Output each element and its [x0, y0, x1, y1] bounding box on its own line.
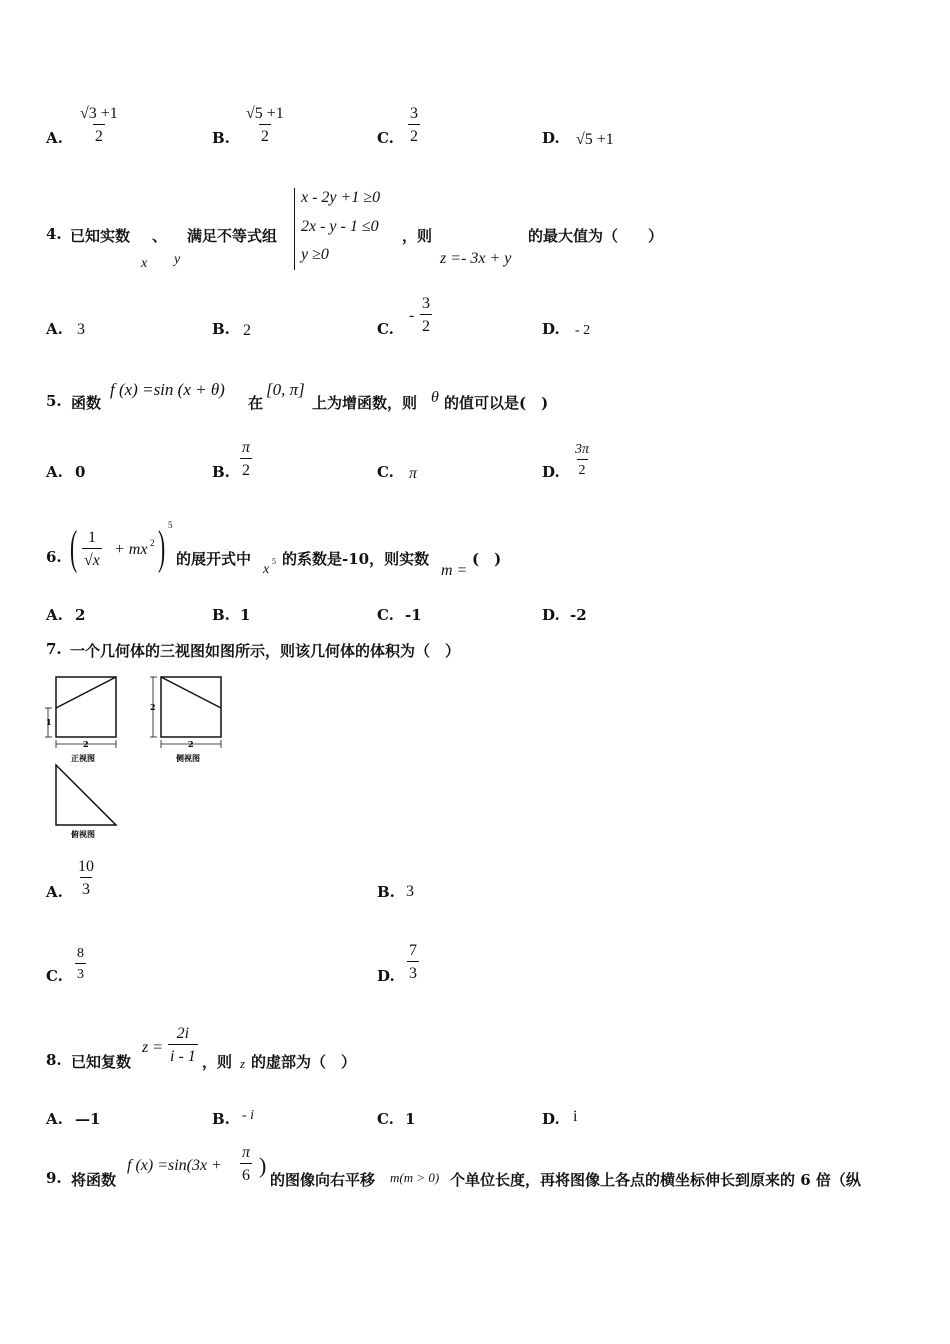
q9-text-pre: 将函数	[71, 1171, 117, 1189]
q7-number: 7.	[46, 640, 62, 658]
side-view-width-label: 2	[188, 739, 194, 749]
q5-option-c-label: C.	[377, 463, 394, 481]
front-view-caption: 正视图	[71, 753, 95, 763]
front-view-diagonal	[56, 677, 116, 708]
q8-option-c-value: 1	[405, 1110, 416, 1128]
q5-text-in: 在	[248, 394, 264, 412]
q4-option-a-label: A.	[46, 320, 63, 338]
q8-option-c-label: C.	[377, 1110, 394, 1128]
q3-option-a-value: $\frac{√3 +1}{2}$	[80, 105, 118, 145]
q6-option-c-value: -1	[405, 606, 422, 624]
q4-option-d-label: D.	[542, 320, 560, 338]
q4-ineq-2: 2x - y - 1 ≤0	[301, 218, 379, 235]
q7-option-d-value: $\frac{7}{3}$	[409, 942, 417, 982]
q5-option-c-value: π	[409, 465, 418, 482]
q4-option-d-value: - 2	[575, 323, 591, 338]
q9-number: 9.	[46, 1169, 62, 1187]
q6-x5: x	[263, 562, 270, 577]
q7-option-a-value: $\frac{10}{3}$	[78, 858, 94, 898]
q4-system-brace	[294, 188, 295, 270]
q6-paren-left: (	[70, 521, 78, 574]
q5-theta: θ	[431, 389, 439, 406]
q6-paren-right: )	[158, 521, 166, 574]
q6-text-tail: ( )	[472, 550, 502, 568]
q4-text-pre: 已知实数	[70, 227, 131, 245]
q7-option-d-label: D.	[377, 967, 395, 985]
q7-text: 一个几何体的三视图如图所示，则该几何体的体积为（ ）	[70, 642, 461, 660]
q4-option-c-label: C.	[377, 320, 394, 338]
q3-option-b-label: B.	[212, 129, 230, 147]
side-view-height-label: 2	[150, 702, 156, 712]
q3-option-d-label: D.	[542, 129, 560, 147]
q6-option-d-value: -2	[570, 606, 587, 624]
q4-option-b-label: B.	[212, 320, 230, 338]
q7-top-view	[42, 762, 124, 842]
q4-text-mid: 满足不等式组	[187, 227, 278, 245]
q6-inner-exponent: 2	[150, 538, 155, 548]
q8-text-tail: 的虚部为（ ）	[251, 1053, 357, 1071]
q7-side-view	[146, 672, 228, 766]
q5-option-a-label: A.	[46, 463, 63, 481]
q7-option-c-value: $\frac{8}{3}$	[77, 946, 84, 982]
q8-fraction: $\frac{2i}{i - 1}$	[170, 1025, 196, 1065]
q6-option-d-label: D.	[542, 606, 560, 624]
q5-option-b-value: $\frac{\pi}{2}$	[242, 439, 251, 479]
side-view-caption: 侧视图	[176, 753, 200, 763]
q6-text-1: 的展开式中	[176, 550, 252, 568]
q8-option-a-value: —1	[75, 1110, 101, 1128]
q5-text-mid: 上为增函数，则	[312, 394, 418, 412]
q6-m-equals: m =	[441, 562, 468, 579]
q4-var-x: x	[141, 256, 148, 271]
top-view-triangle	[56, 765, 116, 825]
q6-option-a-value: 2	[75, 606, 86, 624]
q4-option-c-value: $\frac{3}{2}$	[422, 295, 430, 335]
q7-option-c-label: C.	[46, 967, 63, 985]
front-view-height-label: 1	[46, 717, 52, 727]
q6-number: 6.	[46, 548, 62, 566]
q4-text-sep: 、	[152, 227, 168, 245]
q5-option-a-value: 0	[75, 463, 86, 481]
q9-text-mid: 的图像向右平移	[270, 1171, 376, 1189]
q3-option-b-value: $\frac{√5 +1}{2}$	[246, 105, 284, 145]
q6-fraction: $\frac{1}{√x}$	[84, 529, 100, 569]
q4-option-b-value: 2	[243, 322, 251, 339]
top-view-caption: 俯视图	[71, 829, 95, 839]
q9-function-fraction: $\frac{\pi}{6}$	[242, 1144, 251, 1184]
q4-text-tail: 的最大值为（ ）	[528, 227, 664, 245]
q8-option-d-label: D.	[542, 1110, 560, 1128]
q4-option-c-sign: -	[409, 307, 415, 324]
q8-option-a-label: A.	[46, 1110, 63, 1128]
q7-option-b-value: 3	[406, 883, 414, 900]
q3-option-c-value: $\frac{3}{2}$	[410, 105, 418, 145]
q6-outer-exponent: 5	[168, 520, 173, 530]
q5-option-d-value: $\frac{3\pi}{2}$	[575, 442, 590, 478]
q6-plus-term: + mx	[114, 541, 148, 558]
q3-option-c-label: C.	[377, 129, 394, 147]
q3-option-d-value: √5 +1	[576, 131, 614, 148]
q4-z-expression: z =- 3x + y	[440, 250, 512, 267]
q4-ineq-3: y ≥0	[301, 246, 329, 263]
q4-ineq-1: x - 2y +1 ≥0	[301, 189, 381, 206]
q5-number: 5.	[46, 392, 62, 410]
front-view-width-label: 2	[83, 739, 89, 749]
q6-option-c-label: C.	[377, 606, 394, 624]
q5-text-tail: 的值可以是( )	[444, 394, 549, 412]
q6-option-a-label: A.	[46, 606, 63, 624]
q6-x5-exponent: 5	[272, 557, 276, 566]
q8-z: z	[240, 1056, 246, 1071]
side-view-square	[161, 677, 221, 737]
q4-number: 4.	[46, 225, 62, 243]
q7-front-view	[42, 672, 124, 766]
q5-interval: [0, π]	[266, 380, 305, 399]
side-view-diagonal	[161, 677, 221, 708]
front-view-square	[56, 677, 116, 737]
q9-m-expression: m(m > 0)	[390, 1170, 440, 1185]
q8-option-b-value: - i	[242, 1108, 255, 1123]
q4-text-then: ，则	[402, 227, 433, 245]
q9-text-tail: 个单位长度，再将图像上各点的横坐标伸长到原来的 6 倍（纵	[450, 1171, 861, 1189]
q8-text-mid: ，则	[202, 1053, 233, 1071]
q6-text-2: 的系数是-10，则实数	[282, 550, 430, 568]
q8-z-equals: z =	[142, 1039, 164, 1056]
q6-option-b-value: 1	[240, 606, 251, 624]
q3-option-a-label: A.	[46, 129, 63, 147]
q9-function-pre: f (x) =sin(3x +	[127, 1157, 222, 1174]
q8-option-b-label: B.	[212, 1110, 230, 1128]
q4-var-y: y	[174, 252, 181, 267]
q8-number: 8.	[46, 1051, 62, 1069]
q4-option-a-value: 3	[77, 321, 85, 338]
q5-option-d-label: D.	[542, 463, 560, 481]
q8-text-pre: 已知复数	[71, 1053, 132, 1071]
q8-option-d-value: i	[573, 1108, 578, 1125]
q5-text-pre: 函数	[71, 394, 102, 412]
q6-option-b-label: B.	[212, 606, 230, 624]
q5-function: f (x) =sin (x + θ)	[110, 380, 225, 399]
q5-option-b-label: B.	[212, 463, 230, 481]
q7-option-b-label: B.	[377, 883, 395, 901]
q9-function-post: )	[259, 1153, 267, 1178]
q7-option-a-label: A.	[46, 883, 63, 901]
